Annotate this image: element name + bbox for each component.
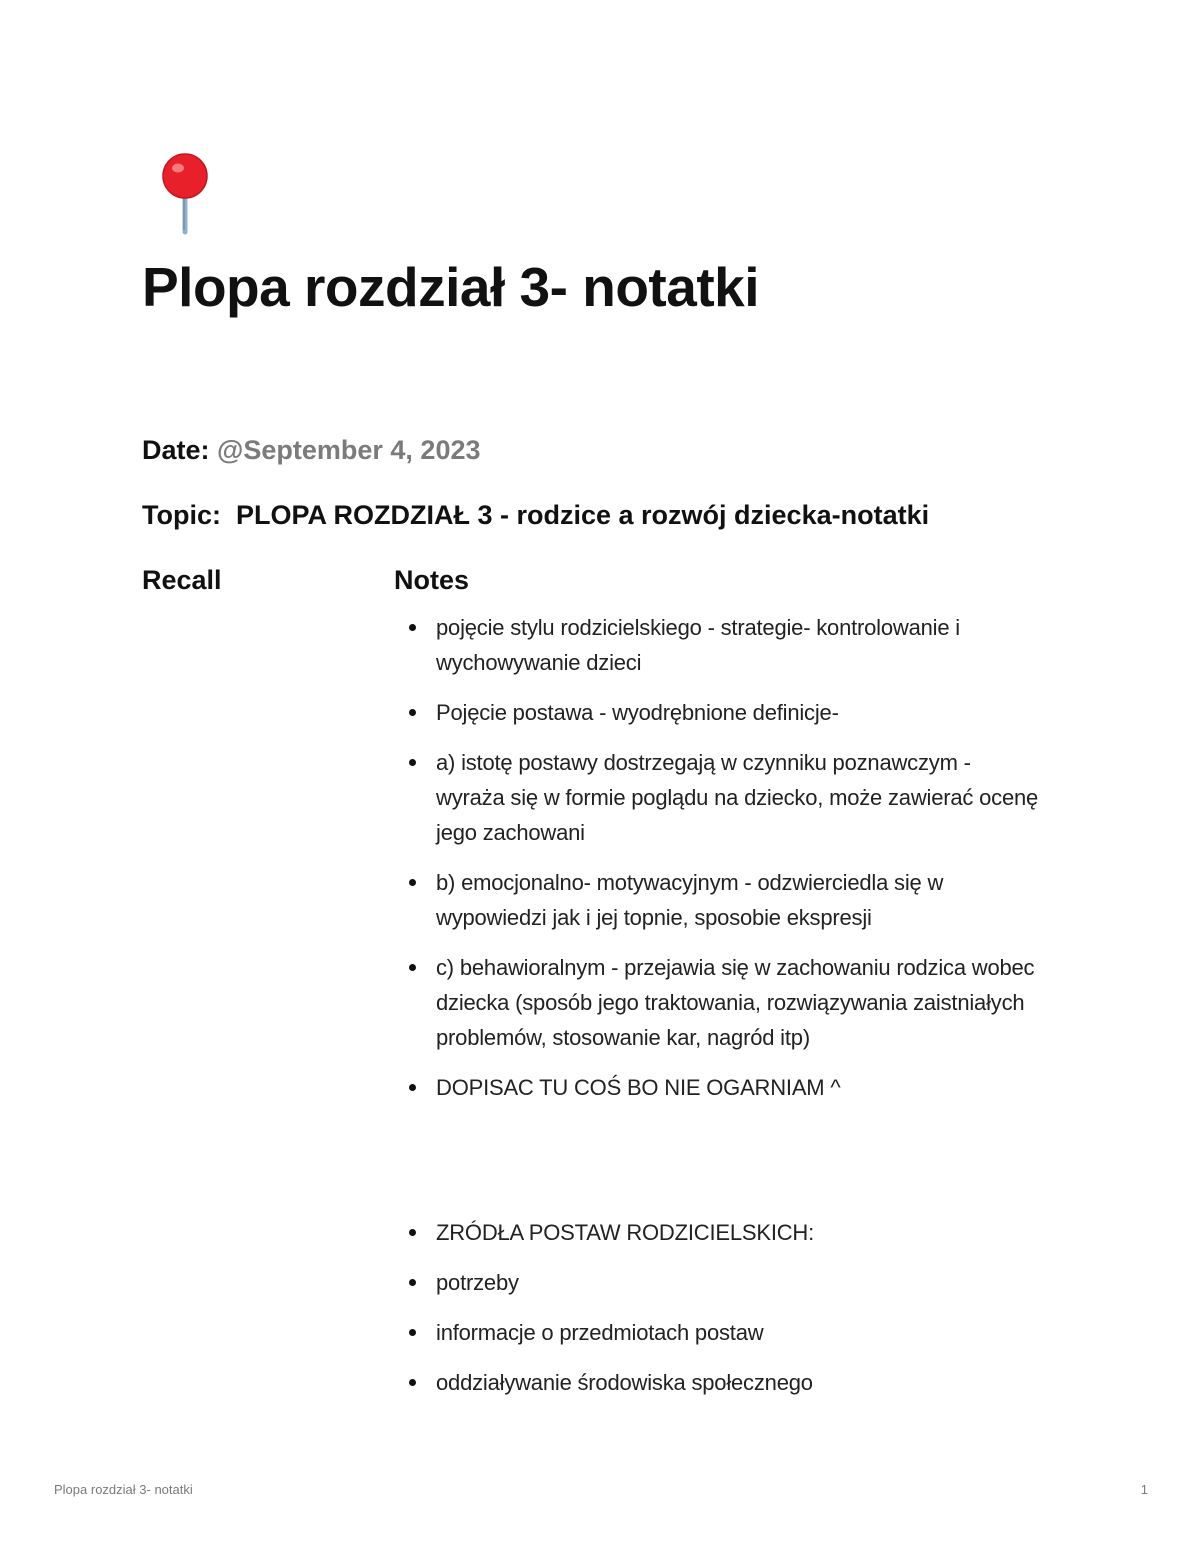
notes-heading: Notes [394,565,470,595]
topic-property [142,497,929,533]
date-mention[interactable]: @September 4, 2023 [217,435,481,465]
list-item [394,610,1044,680]
pushpin-icon [152,152,222,236]
list-item [394,695,1044,730]
list-item-text: a) istotę postawy dostrzegają w czynniku poznawczym - wyraża się w formie poglądu na dziecko, może zawierać ocenę jego zachowani [436,750,1039,845]
bullet-icon [409,1329,416,1336]
list-item-text: informacje o przedmiotach postaw [436,1320,764,1345]
list-item [394,745,1044,850]
date-property [142,432,481,468]
list-item [394,1070,1044,1105]
list-item-text: pojęcie stylu rodzicielskiego - strategie- kontrolowanie i wychowywanie dzieci [436,615,960,675]
date-label: Date: [142,435,210,465]
bullet-icon [409,879,416,886]
list-item-text: ZRÓDŁA POSTAW RODZICIELSKICH: [436,1220,815,1245]
bullet-icon [409,1229,416,1236]
list-item-text: DOPISAC TU COŚ BO NIE OGARNIAM ^ [436,1075,841,1100]
list-item [394,1265,1044,1300]
list-item-text: potrzeby [436,1270,519,1295]
bullet-icon [409,759,416,766]
topic-label: Topic: [142,500,221,530]
footer-document-title: Plopa rozdział 3- notatki [54,1482,193,1497]
list-item-text: c) behawioralnym - przejawia się w zachowaniu rodzica wobec dziecka (sposób jego traktowania, rozwiązywania zaistniałych problemów, stosowanie kar, nagród itp) [436,955,1035,1050]
list-item [394,1315,1044,1350]
footer-page-number: 1 [1140,1482,1148,1497]
notes-list [394,610,1044,1415]
list-item-text: b) emocjonalno- motywacyjnym - odzwierciedla się w wypowiedzi jak i jej topnie, sposobie ekspresji [436,870,944,930]
recall-heading: Recall [142,565,222,595]
topic-value: PLOPA ROZDZIAŁ 3 - rodzice a rozwój dziecka-notatki [236,500,930,530]
list-item [394,1215,1044,1250]
page-title: Plopa rozdział 3- notatki [142,256,760,318]
bullet-icon [409,1379,416,1386]
list-item [394,950,1044,1055]
list-item-text: Pojęcie postawa - wyodrębnione definicje- [436,700,839,725]
list-item-text: oddziaływanie środowiska społecznego [436,1370,813,1395]
bullet-icon [409,709,416,716]
bullet-icon [409,624,416,631]
bullet-icon [409,964,416,971]
list-item [394,1365,1044,1400]
list-item [394,865,1044,935]
bullet-icon [409,1279,416,1286]
bullet-icon [409,1084,416,1091]
